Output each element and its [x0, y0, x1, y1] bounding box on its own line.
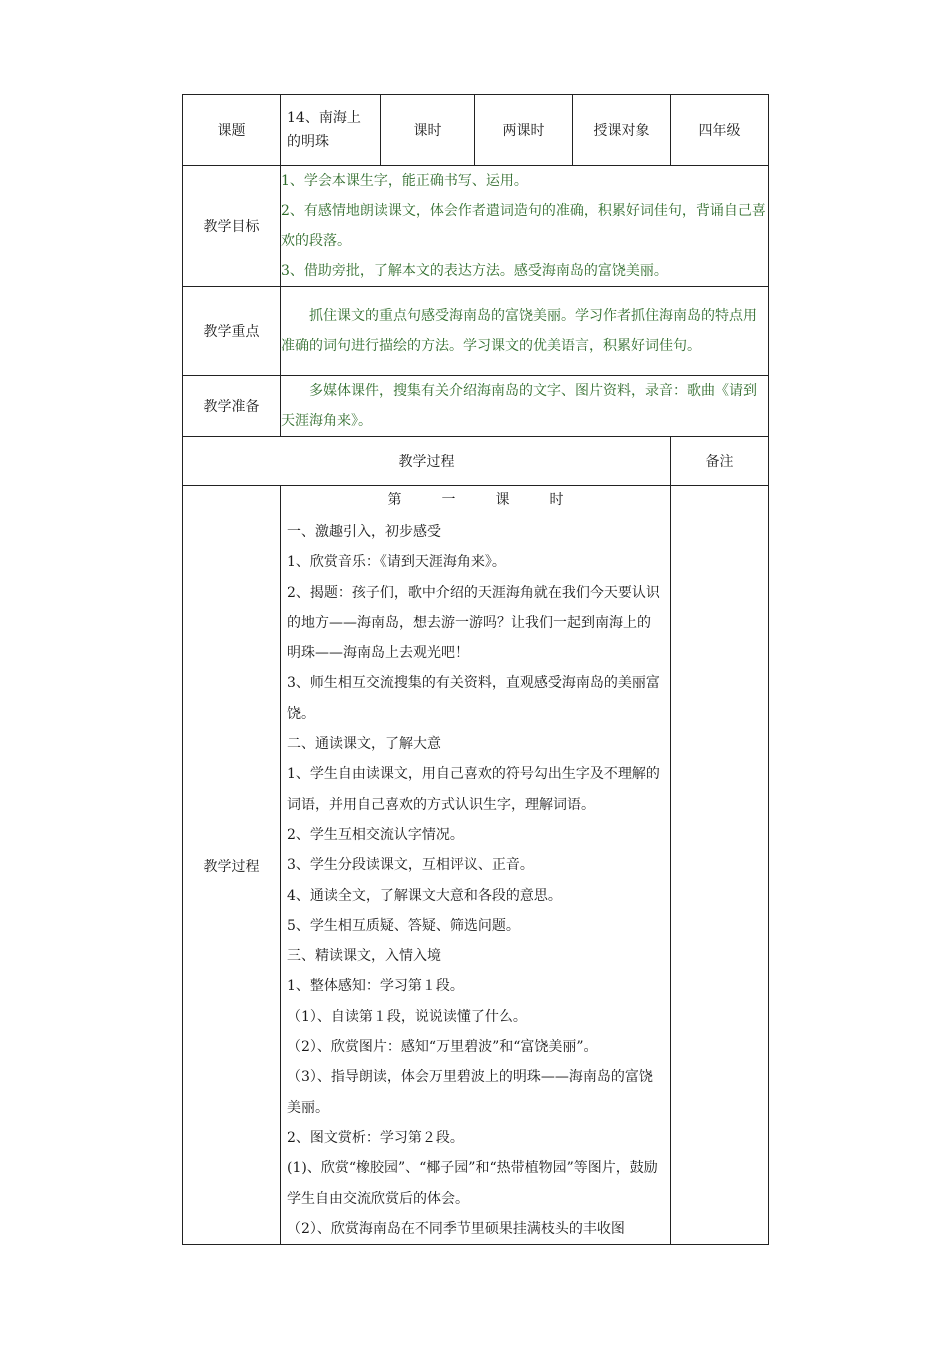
process-line: 1、整体感知：学习第１段。 [287, 978, 464, 995]
process-header-notes: 备注 [671, 437, 769, 486]
process-line: （2）、欣赏海南岛在不同季节里硕果挂满枝头的丰收图 [287, 1220, 625, 1237]
process-line: 2、揭题：孩子们，歌中介绍的天涯海角就在我们今天要认识的地方——海南岛，想去游一游吗？让我们一起到南海上的明珠——海南岛上去观光吧！ [287, 584, 660, 662]
objectives-row [183, 166, 769, 287]
header-row [183, 95, 769, 166]
topic-value: 14、南海上的明珠 [281, 95, 381, 166]
process-line: 3、学生分段读课文，互相评议、正音。 [287, 857, 534, 874]
focus-text: 抓住课文的重点句感受海南岛的富饶美丽。学习作者抓住海南岛的特点用准确的词句进行描绘的方法。学习课文的优美语言，积累好词佳句。 [281, 308, 757, 354]
objective-item: 3、借助旁批，了解本文的表达方法。感受海南岛的富饶美丽。 [281, 263, 668, 279]
lesson-heading [287, 489, 664, 511]
objectives-label: 教学目标 [183, 166, 281, 287]
process-notes-cell [671, 486, 769, 1245]
process-content [281, 486, 671, 1245]
process-line: 4、通读全文，了解课文大意和各段的意思。 [287, 887, 562, 904]
objectives-content [281, 166, 769, 287]
process-header-row [183, 437, 769, 486]
objective-item: 1、学会本课生字，能正确书写、运用。 [281, 173, 528, 189]
topic-label: 课题 [183, 95, 281, 166]
preparation-row [183, 376, 769, 437]
process-line: 三、精读课文，入情入境 [287, 948, 441, 965]
focus-content [281, 287, 769, 376]
process-line: 二、通读课文，了解大意 [287, 736, 441, 753]
process-line: 3、师生相互交流搜集的有关资料，直观感受海南岛的美丽富饶。 [287, 675, 660, 722]
process-line: 5、学生相互质疑、答疑、筛选问题。 [287, 917, 520, 934]
process-line: 2、图文赏析：学习第２段。 [287, 1129, 464, 1146]
hours-label: 课时 [381, 95, 475, 166]
audience-value: 四年级 [671, 95, 769, 166]
focus-label: 教学重点 [183, 287, 281, 376]
process-line: （2）、欣赏图片：感知“万里碧波”和“富饶美丽”。 [287, 1039, 598, 1056]
objective-item: 2、有感情地朗读课文，体会作者遣词造句的准确，积累好词佳句，背诵自己喜欢的段落。 [281, 203, 766, 249]
process-header-title: 教学过程 [183, 437, 671, 486]
preparation-label: 教学准备 [183, 376, 281, 437]
lesson-heading-char: 第 [387, 492, 402, 508]
preparation-text: 多媒体课件，搜集有关介绍海南岛的文字、图片资料，录音：歌曲《请到天涯海角来》。 [281, 383, 757, 429]
process-line: （1）、自读第１段，说说读懂了什么。 [287, 1008, 527, 1025]
process-row [183, 486, 769, 1245]
lesson-heading-char: 时 [549, 492, 564, 508]
process-line: (1)、欣赏“橡胶园”、“椰子园”和“热带植物园”等图片，鼓励学生自由交流欣赏后的体会。 [287, 1160, 658, 1207]
process-line: 1、学生自由读课文，用自己喜欢的符号勾出生字及不理解的词语，并用自己喜欢的方式认识生字，理解词语。 [287, 766, 660, 813]
process-line: 2、学生互相交流认字情况。 [287, 826, 464, 843]
focus-row [183, 287, 769, 376]
process-line: （3）、指导朗读，体会万里碧波上的明珠——海南岛的富饶美丽。 [287, 1069, 653, 1116]
process-label: 教学过程 [183, 486, 281, 1245]
hours-value: 两课时 [475, 95, 573, 166]
process-line: 一、激趣引入，初步感受 [287, 524, 441, 540]
lesson-heading-char: 一 [441, 492, 456, 508]
lesson-heading-char: 课 [495, 492, 510, 508]
preparation-content [281, 376, 769, 437]
lesson-plan-table [182, 94, 769, 1245]
process-line: 1、欣赏音乐：《请到天涯海角来》。 [287, 554, 506, 571]
audience-label: 授课对象 [573, 95, 671, 166]
